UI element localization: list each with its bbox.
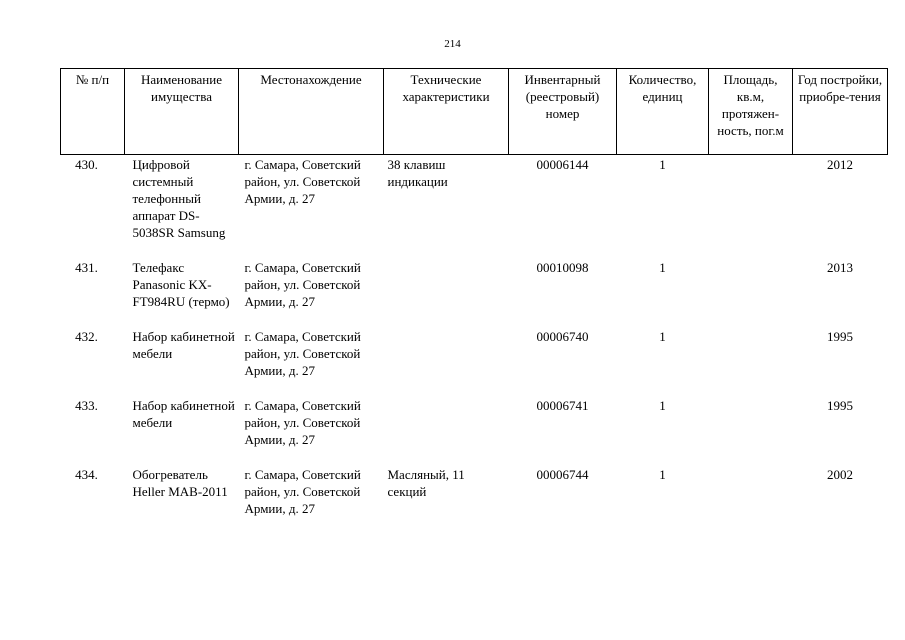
cell-location: г. Самара, Советский район, ул. Советской Армии, д. 27: [244, 466, 361, 516]
cell-inventory: 00006144: [536, 157, 589, 172]
cell-num: 434.: [75, 466, 98, 482]
cell-name: Набор кабинетной мебели: [132, 397, 235, 430]
cell-year: 2012: [827, 157, 853, 172]
cell-area: [709, 397, 793, 466]
cell-name: Цифровой системный телефонный аппарат DS-5038SR Samsung: [132, 157, 226, 240]
cell-tech: [384, 259, 509, 328]
cell-inventory: 00010098: [536, 259, 589, 275]
cell-year: 2013: [827, 259, 853, 275]
cell-area: [709, 466, 793, 536]
cell-location: г. Самара, Советский район, ул. Советской Армии, д. 27: [244, 259, 361, 309]
cell-inventory: 00006740: [536, 328, 589, 344]
cell-area: [709, 259, 793, 328]
cell-inventory: 00006741: [536, 397, 589, 413]
cell-tech: 38 клавиш индикации: [387, 157, 448, 189]
cell-inventory: 00006744: [536, 466, 589, 482]
cell-year: 2002: [827, 466, 853, 482]
header-inventory: Инвентарный (реестровый) номер: [509, 69, 617, 155]
cell-tech: [384, 397, 509, 466]
header-year: Год постройки, приобре-тения: [793, 69, 888, 155]
cell-name: Обогреватель Heller MAB-2011: [132, 466, 228, 499]
table-row: [61, 259, 888, 328]
header-row: [61, 69, 888, 155]
table-row: [61, 397, 888, 466]
header-num: № п/п: [61, 69, 125, 155]
cell-name: Набор кабинетной мебели: [132, 328, 235, 361]
cell-name: Телефакс Panasonic KX-FT984RU (термо): [132, 259, 230, 309]
cell-num: 433.: [75, 397, 98, 413]
table-row: [61, 466, 888, 536]
cell-num: 430.: [75, 157, 98, 172]
cell-location: г. Самара, Советский район, ул. Советской Армии, д. 27: [244, 157, 361, 206]
cell-area: [709, 328, 793, 397]
header-name: Наименование имущества: [125, 69, 239, 155]
cell-qty: 1: [659, 397, 666, 413]
cell-num: 431.: [75, 259, 98, 275]
cell-location: г. Самара, Советский район, ул. Советской Армии, д. 27: [244, 328, 361, 378]
header-location: Местонахождение: [239, 69, 384, 155]
property-table: [60, 68, 888, 536]
header-tech: Технические характеристики: [384, 69, 509, 155]
cell-tech: [384, 328, 509, 397]
cell-location: г. Самара, Советский район, ул. Советской Армии, д. 27: [244, 397, 361, 447]
cell-year: 1995: [827, 328, 853, 344]
cell-area: [709, 155, 793, 259]
table-row: [61, 155, 888, 259]
table-row: [61, 328, 888, 397]
cell-year: 1995: [827, 397, 853, 413]
cell-qty: 1: [659, 466, 666, 482]
cell-qty: 1: [659, 157, 666, 172]
cell-num: 432.: [75, 328, 98, 344]
header-qty: Количество, единиц: [617, 69, 709, 155]
header-area: Площадь, кв.м, протяжен-ность, пог.м: [709, 69, 793, 155]
cell-tech: Масляный, 11 секций: [387, 466, 465, 499]
page-number: 214: [444, 38, 461, 50]
cell-qty: 1: [659, 259, 666, 275]
cell-qty: 1: [659, 328, 666, 344]
